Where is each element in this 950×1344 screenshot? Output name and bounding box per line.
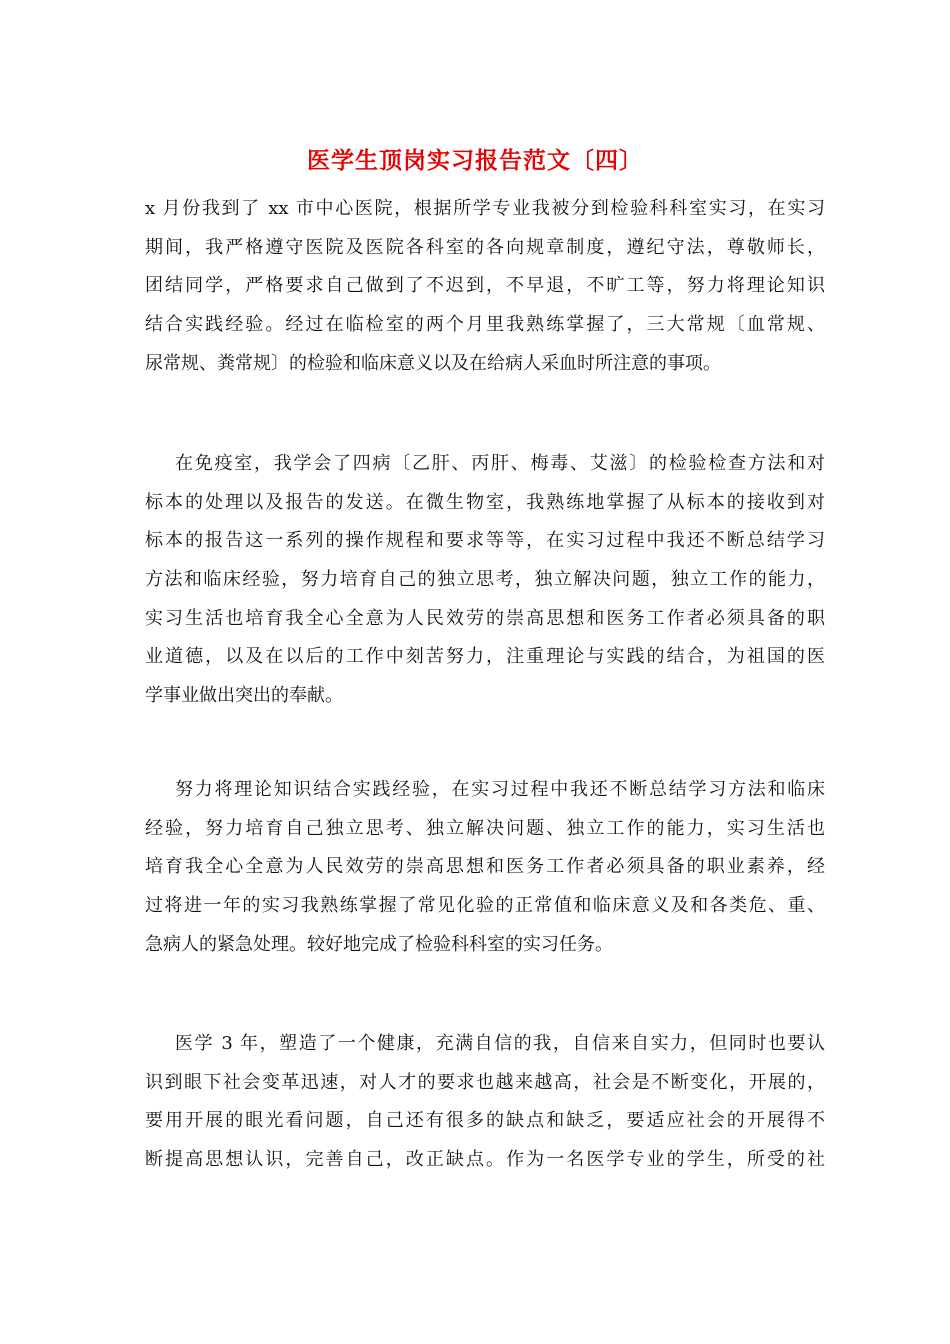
- paragraph-line: x 月份我到了 xx 市中心医院，根据所学专业我被分到检验科科室实习，在实习: [145, 198, 825, 219]
- paragraph-line: 经验，努力培育自己独立思考、独立解决问题、独立工作的能力，实习生活也: [145, 817, 825, 839]
- paragraph-line: 要用开展的眼光看问题，自己还有很多的缺点和缺乏，要适应社会的开展得不: [145, 1110, 825, 1132]
- paragraph-2: [145, 445, 825, 716]
- paragraph-line: 培育我全心全意为人民效劳的崇高思想和医务工作者必须具备的职业素养，经: [145, 856, 825, 878]
- paragraph-line: 尿常规、粪常规〕的检验和临床意义以及在给病人采血时所注意的事项。: [145, 352, 721, 374]
- paragraph-line: 标本的报告这一系列的操作规程和要求等等，在实习过程中我还不断总结学习: [145, 530, 825, 552]
- paragraph-3: [145, 771, 825, 964]
- paragraph-line: 过将进一年的实习我熟练掌握了常见化验的正常值和临床意义及和各类危、重、: [145, 895, 825, 917]
- paragraph-line: 学事业做出突出的奉献。: [145, 685, 343, 707]
- paragraph-line: 团结同学，严格要求自己做到了不迟到，不早退，不旷工等，努力将理论知识: [145, 275, 825, 297]
- paragraph-line: 识到眼下社会变革迅速，对人才的要求也越来越高，社会是不断变化，开展的，: [145, 1071, 825, 1093]
- paragraph-line: 急病人的紧急处理。较好地完成了检验科科室的实习任务。: [145, 933, 613, 955]
- paragraph-line: 方法和临床经验，努力培育自己的独立思考，独立解决问题，独立工作的能力，: [145, 569, 825, 591]
- document-title: 医学生顶岗实习报告范文〔四〕: [307, 148, 643, 174]
- paragraph-line: 医学 3 年，塑造了一个健康，充满自信的我，自信来自实力，但同时也要认: [175, 1033, 825, 1054]
- paragraph-line: 实习生活也培育我全心全意为人民效劳的崇高思想和医务工作者必须具备的职: [145, 607, 825, 629]
- paragraph-line: 结合实践经验。经过在临检室的两个月里我熟练掌握了，三大常规〔血常规、: [145, 314, 825, 336]
- paragraph-line: 业道德，以及在以后的工作中刻苦努力，注重理论与实践的结合，为祖国的医: [145, 646, 825, 668]
- paragraph-line: 标本的处理以及报告的发送。在微生物室，我熟练地掌握了从标本的接收到对: [145, 491, 825, 513]
- paragraph-4: [145, 1025, 825, 1180]
- paragraph-line: 在免疫室，我学会了四病〔乙肝、丙肝、梅毒、艾滋〕的检验检查方法和对: [175, 453, 825, 474]
- paragraph-line: 期间，我严格遵守医院及医院各科室的各向规章制度，遵纪守法，尊敬师长，: [145, 236, 825, 258]
- paragraph-line: 努力将理论知识结合实践经验，在实习过程中我还不断总结学习方法和临床: [175, 779, 825, 800]
- paragraph-line: 断提高思想认识，完善自己，改正缺点。作为一名医学专业的学生，所受的社: [145, 1149, 825, 1171]
- paragraph-1: [145, 190, 825, 383]
